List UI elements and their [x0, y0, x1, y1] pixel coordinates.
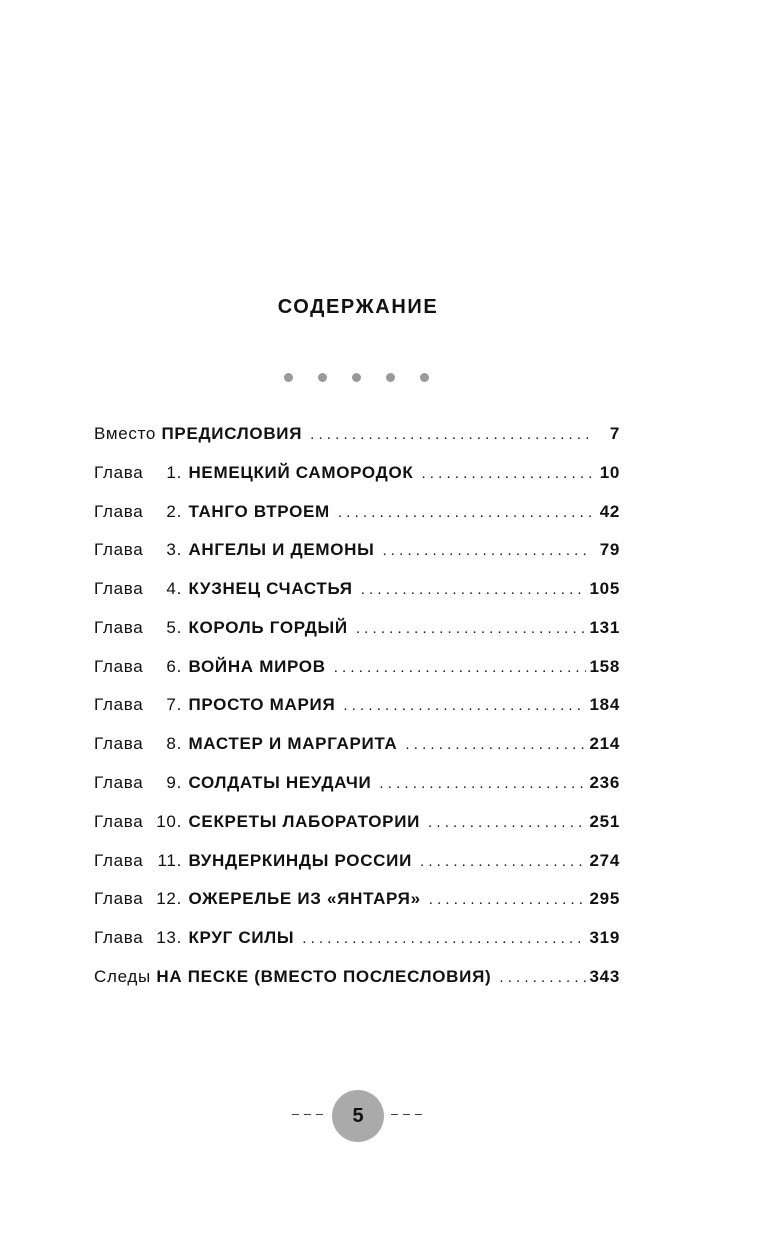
toc-page-number: 158 [589, 657, 620, 676]
dot-leader [429, 891, 586, 908]
toc-page-number: 131 [589, 618, 620, 637]
toc-title: ПРЕДИСЛОВИЯ [161, 424, 303, 443]
toc-page-number: 251 [589, 812, 620, 831]
chapter-number: 2. [166, 502, 182, 521]
toc-prefix: Вместо [94, 424, 157, 443]
toc-prefix: Следы [94, 967, 151, 986]
toc-page-number: 10 [599, 463, 620, 482]
dash-decoration [391, 1114, 398, 1115]
dot-leader [361, 581, 586, 598]
chapter-number: 6. [166, 657, 182, 676]
dash-decoration [403, 1114, 410, 1115]
dash-decoration [316, 1114, 323, 1115]
toc-title: НА ПЕСКЕ (ВМЕСТО ПОСЛЕСЛОВИЯ) [156, 967, 492, 986]
chapter-number: 7. [166, 695, 182, 714]
dot-leader [343, 697, 585, 714]
dot-leader [420, 853, 586, 870]
dot-icon [420, 373, 429, 382]
chapter-number: 3. [166, 540, 182, 559]
dot-icon [284, 373, 293, 382]
chapter-number: 10. [156, 812, 182, 831]
toc-title: КУЗНЕЦ СЧАСТЬЯ [188, 579, 353, 598]
toc-row-chapter[interactable] [94, 851, 620, 877]
dot-leader [334, 659, 586, 676]
toc-title: МАСТЕР И МАРГАРИТА [188, 734, 398, 753]
toc-title: ПРОСТО МАРИЯ [188, 695, 336, 714]
chapter-number: 11. [157, 851, 182, 870]
dot-icon [352, 373, 361, 382]
toc-title: АНГЕЛЫ И ДЕМОНЫ [188, 540, 375, 559]
toc-row-chapter[interactable] [94, 734, 620, 760]
toc-row-chapter[interactable] [94, 463, 620, 489]
toc-page-number: 184 [589, 695, 620, 714]
dot-leader [499, 969, 585, 986]
toc-row-chapter[interactable] [94, 928, 620, 954]
toc-row-chapter[interactable] [94, 540, 620, 566]
dash-decoration [292, 1114, 299, 1115]
toc-title: НЕМЕЦКИЙ САМОРОДОК [188, 463, 414, 482]
toc-row-chapter[interactable] [94, 579, 620, 605]
toc-row-chapter[interactable] [94, 502, 620, 528]
dot-leader [356, 620, 586, 637]
dash-decoration [415, 1114, 422, 1115]
page-title: СОДЕРЖАНИЕ [277, 296, 439, 318]
toc-page-number: 42 [599, 502, 620, 521]
chapter-number: 5. [166, 618, 182, 637]
toc-page-number: 7 [609, 424, 620, 443]
toc-row-chapter[interactable] [94, 889, 620, 915]
toc-page-number: 295 [589, 889, 620, 908]
toc-title: ВОЙНА МИРОВ [188, 657, 326, 676]
toc-title: СЕКРЕТЫ ЛАБОРАТОРИИ [188, 812, 421, 831]
toc-title: ТАНГО ВТРОЕМ [188, 502, 330, 521]
chapter-number: 13. [156, 928, 182, 947]
toc-page-number: 214 [589, 734, 620, 753]
toc-title: КОРОЛЬ ГОРДЫЙ [188, 618, 348, 637]
toc-row-preface[interactable] [94, 424, 620, 450]
dot-icon [318, 373, 327, 382]
toc-page-number: 105 [589, 579, 620, 598]
dot-icon [386, 373, 395, 382]
chapter-word: Глава [94, 812, 144, 831]
chapter-word: Глава [94, 502, 144, 521]
toc-row-afterword[interactable] [94, 967, 620, 993]
toc-title: ВУНДЕРКИНДЫ РОССИИ [188, 851, 412, 870]
page-footer [292, 1090, 424, 1142]
toc-page-number: 236 [589, 773, 620, 792]
toc-page-number: 319 [589, 928, 620, 947]
chapter-word: Глава [94, 618, 144, 637]
toc-page-number: 79 [599, 540, 620, 559]
chapter-word: Глава [94, 773, 144, 792]
chapter-word: Глава [94, 734, 144, 753]
chapter-word: Глава [94, 851, 144, 870]
chapter-word: Глава [94, 889, 144, 908]
chapter-number: 12. [156, 889, 182, 908]
toc-title: СОЛДАТЫ НЕУДАЧИ [188, 773, 372, 792]
chapter-word: Глава [94, 928, 144, 947]
chapter-number: 4. [166, 579, 182, 598]
dot-leader [382, 542, 592, 559]
toc-title: ОЖЕРЕЛЬЕ ИЗ «ЯНТАРЯ» [188, 889, 421, 908]
chapter-word: Глава [94, 657, 144, 676]
dot-leader [338, 504, 592, 521]
toc-row-chapter[interactable] [94, 773, 620, 799]
dot-leader [405, 736, 585, 753]
dot-leader [421, 465, 592, 482]
page-number-badge: 5 [332, 1090, 384, 1142]
toc-row-chapter[interactable] [94, 695, 620, 721]
dot-leader [310, 426, 592, 443]
toc-row-chapter[interactable] [94, 618, 620, 644]
chapter-number: 1. [166, 463, 182, 482]
chapter-number: 8. [166, 734, 182, 753]
chapter-word: Глава [94, 579, 144, 598]
toc-page-number: 343 [589, 967, 620, 986]
chapter-word: Глава [94, 540, 144, 559]
dot-leader [379, 775, 585, 792]
dot-leader [428, 814, 585, 831]
toc-row-chapter[interactable] [94, 812, 620, 838]
toc-title: КРУГ СИЛЫ [188, 928, 295, 947]
dot-leader [302, 930, 585, 947]
toc-row-chapter[interactable] [94, 657, 620, 683]
toc-page-number: 274 [589, 851, 620, 870]
chapter-number: 9. [166, 773, 182, 792]
dash-decoration [304, 1114, 311, 1115]
chapter-word: Глава [94, 463, 144, 482]
chapter-word: Глава [94, 695, 144, 714]
